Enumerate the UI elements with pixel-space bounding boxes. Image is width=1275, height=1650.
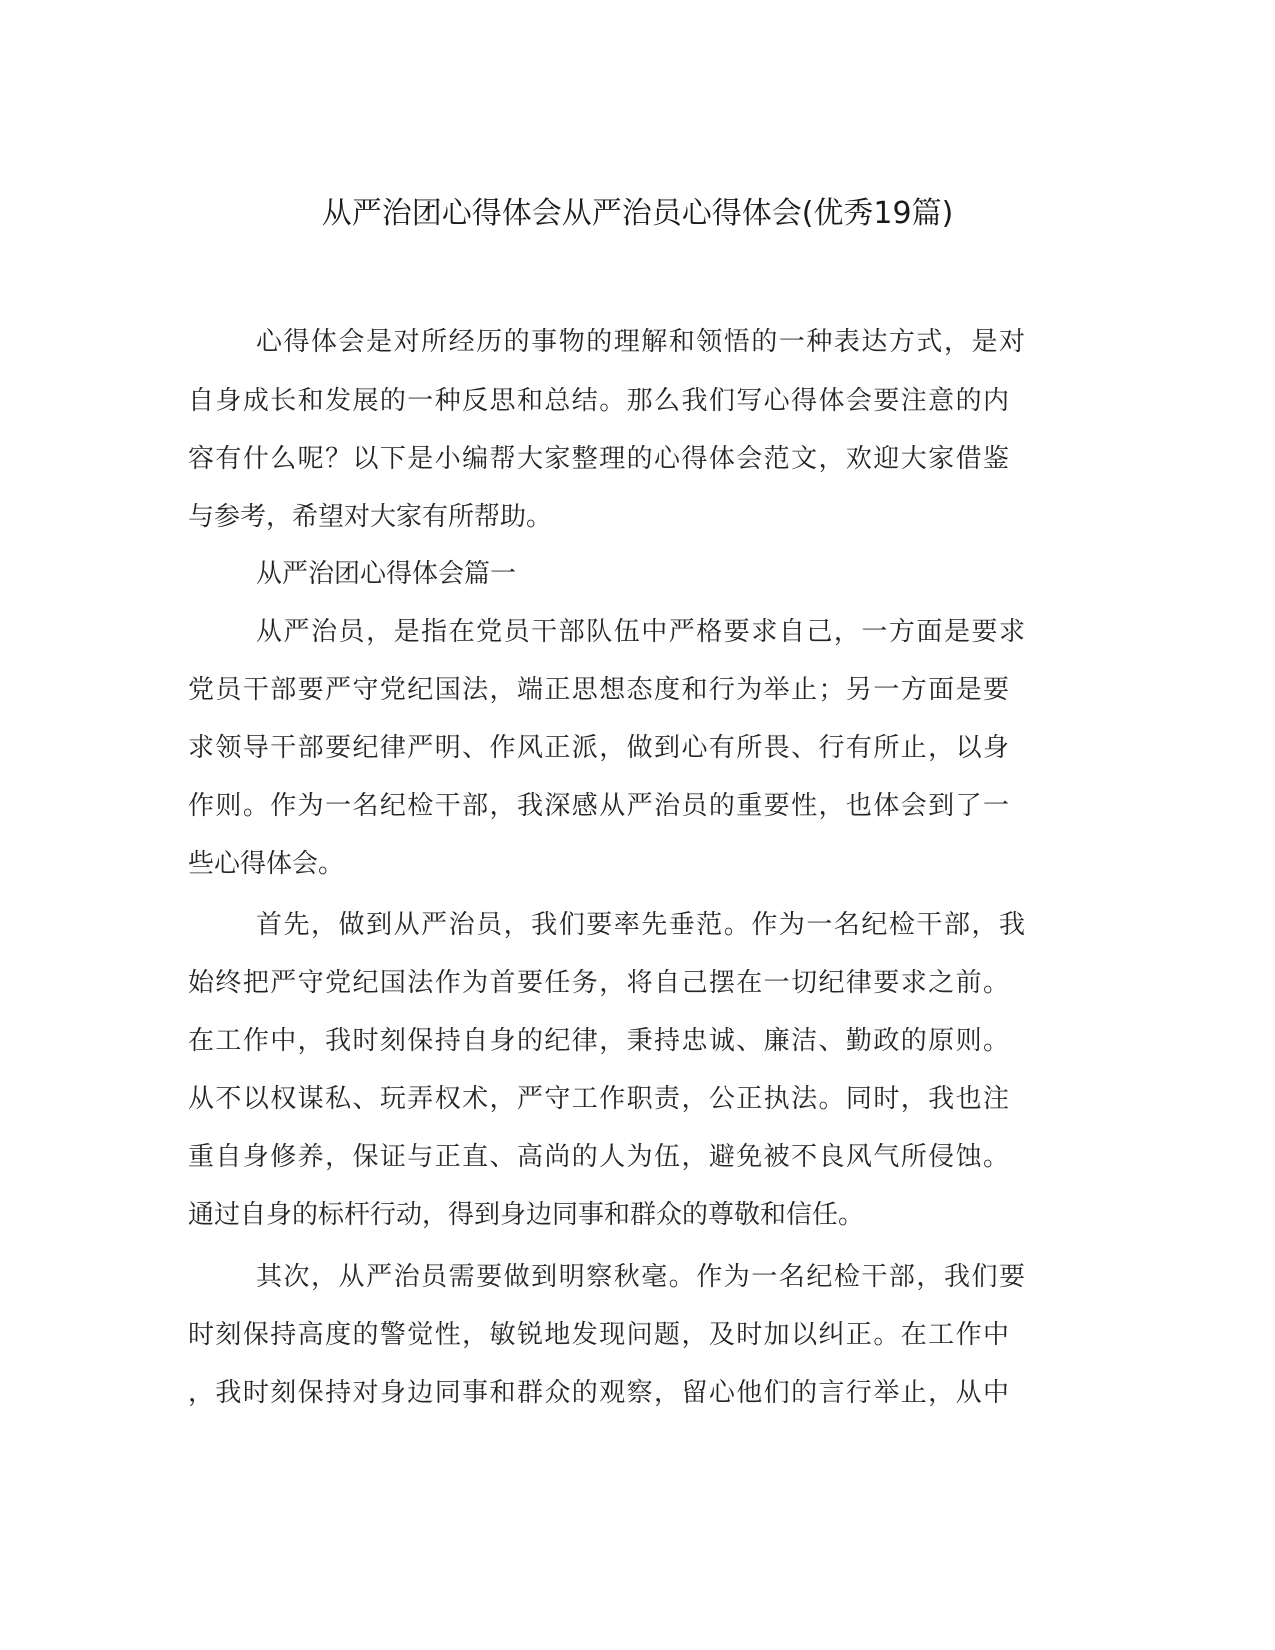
paragraph-line: 通过自身的标杆行动，得到身边同事和群众的尊敬和信任。 bbox=[188, 1200, 865, 1230]
document-title: 从严治团心得体会从严治员心得体会(优秀19篇) bbox=[321, 196, 954, 231]
paragraph-line: 作则。作为一名纪检干部，我深感从严治员的重要性，也体会到了一 bbox=[188, 791, 1009, 821]
paragraph-line: 重自身修养，保证与正直、高尚的人为伍，避免被不良风气所侵蚀。 bbox=[188, 1142, 1009, 1172]
paragraph-line: 与参考，希望对大家有所帮助。 bbox=[188, 502, 553, 532]
paragraph-line: ，我时刻保持对身边同事和群众的观察，留心他们的言行举止，从中 bbox=[188, 1378, 1009, 1408]
paragraph-line: 从严治员，是指在党员干部队伍中严格要求自己，一方面是要求 bbox=[256, 617, 1025, 647]
paragraph-line: 从不以权谋私、玩弄权术，严守工作职责，公正执法。同时，我也注 bbox=[188, 1084, 1009, 1114]
section-heading: 从严治团心得体会篇一 bbox=[256, 559, 517, 589]
paragraph-line: 首先，做到从严治员，我们要率先垂范。作为一名纪检干部，我 bbox=[256, 910, 1025, 940]
paragraph-line: 自身成长和发展的一种反思和总结。那么我们写心得体会要注意的内 bbox=[188, 386, 1009, 416]
paragraph-line: 党员干部要严守党纪国法，端正思想态度和行为举止；另一方面是要 bbox=[188, 675, 1009, 705]
paragraph-line: 心得体会是对所经历的事物的理解和领悟的一种表达方式，是对 bbox=[256, 327, 1025, 357]
paragraph-line: 始终把严守党纪国法作为首要任务，将自己摆在一切纪律要求之前。 bbox=[188, 968, 1009, 998]
paragraph-line: 求领导干部要纪律严明、作风正派，做到心有所畏、行有所止，以身 bbox=[188, 733, 1009, 763]
paragraph-line: 时刻保持高度的警觉性，敏锐地发现问题，及时加以纠正。在工作中 bbox=[188, 1320, 1009, 1350]
paragraph-line: 些心得体会。 bbox=[188, 849, 345, 879]
paragraph-line: 其次，从严治员需要做到明察秋毫。作为一名纪检干部，我们要 bbox=[256, 1262, 1025, 1292]
paragraph-line: 在工作中，我时刻保持自身的纪律，秉持忠诚、廉洁、勤政的原则。 bbox=[188, 1026, 1009, 1056]
paragraph-line: 容有什么呢？以下是小编帮大家整理的心得体会范文，欢迎大家借鉴 bbox=[188, 444, 1009, 474]
